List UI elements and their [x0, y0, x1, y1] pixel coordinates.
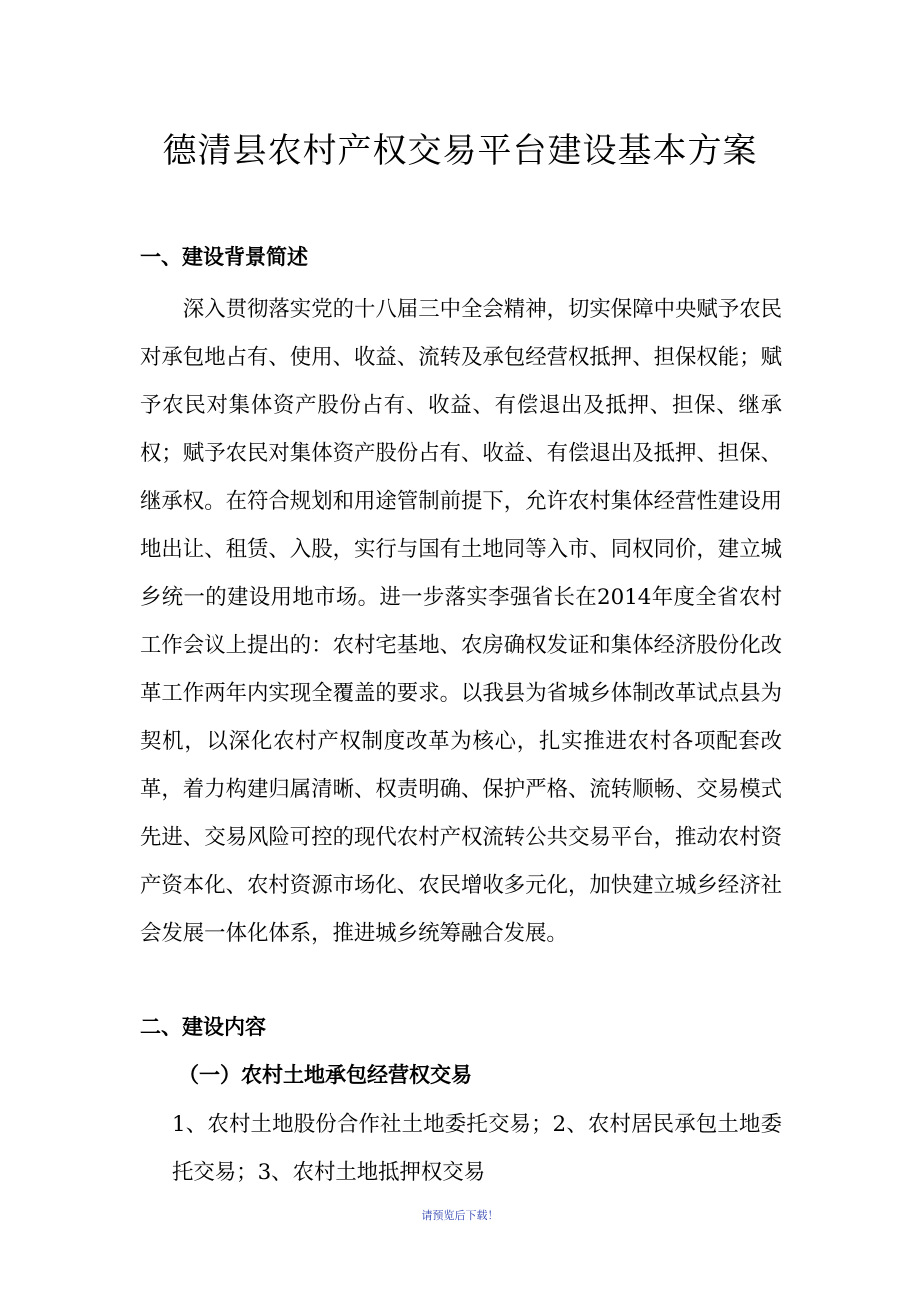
subsection-heading-land-contract: （一）农村土地承包经营权交易	[178, 1063, 472, 1087]
section-paragraph-background: 深入贯彻落实党的十八届三中全会精神，切实保障中央赋予农民对承包地占有、使用、收益、流转及承包经营权抵押、担保权能；赋予农民对集体资产股份占有、收益、有偿退出及抵押、担保、继承权；赋予农民对集体资产股份占有、收益、有偿退出及抵押、担保、继承权。在符合规划和用途管制前提下，允许农村集体经营性建设用地出让、租赁、入股，实行与国有土地同等入市、同权同价，建立城乡统一的建设用地市场。进一步落实李强省长在2014年度全省农村工作会议上提出的：农村宅基地、农房确权发证和集体经济股份化改革工作两年内实现全覆盖的要求。以我县为省城乡体制改革试点县为契机，以深化农村产权制度改革为核心，扎实推进农村各项配套改革，着力构建归属清晰、权责明确、保护严格、流转顺畅、交易模式先进、交易风险可控的现代农村产权流转公共交易平台，推动农村资产资本化、农村资源市场化、农民增收多元化，加快建立城乡经济社会发展一体化体系，推进城乡统筹融合发展。	[140, 297, 782, 946]
section-heading-background: 一、建设背景简述	[140, 245, 308, 269]
footer-download-note: 请预览后下载！	[421, 1209, 499, 1222]
subsection-paragraph-land-contract: 1、农村土地股份合作社土地委托交易；2、农村居民承包土地委托交易；3、农村土地抵押权交易	[172, 1112, 782, 1185]
document-title: 德清县农村产权交易平台建设基本方案	[162, 131, 758, 171]
section-heading-content: 二、建设内容	[140, 1015, 266, 1039]
